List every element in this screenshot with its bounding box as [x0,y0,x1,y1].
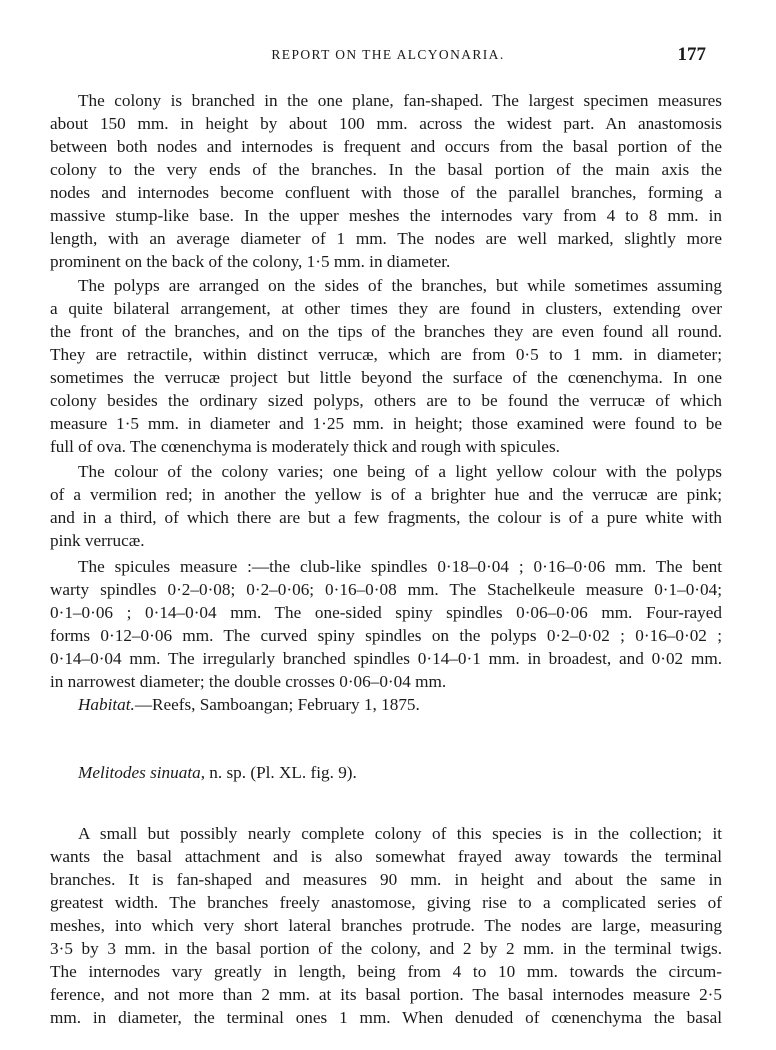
habitat-label: Habitat. [78,695,135,714]
text-line: The colony is branched in the one plane, fan-shaped. The largest specimen measures [78,91,722,110]
text-line: and in a third, of which there are but a few fragments, the colour is of a pure white with [50,508,722,527]
text-line: colony besides the ordinary sized polyps, others are to be found the verrucæ of which [50,391,722,410]
text-line: 0·1–0·06 ; 0·14–0·04 mm. The one-sided spiny spindles 0·06–0·06 mm. Four-rayed [50,603,722,622]
text-line: meshes, into which very short lateral branches protrude. The nodes are large, measuring [50,916,722,935]
text-line: branches. It is fan-shaped and measures 90 mm. in height and about the same in [50,870,722,889]
page-number: 177 [677,44,706,65]
text-line: 0·14–0·04 mm. The irregularly branched spindles 0·14–0·1 mm. in broadest, and 0·02 mm. [50,649,722,668]
text-line: between both nodes and internodes is frequent and occurs from the basal portion of the [50,137,722,156]
text-line: full of ova. The cœnenchyma is moderately thick and rough with spicules. [50,437,560,456]
habitat-text: —Reefs, Samboangan; February 1, 1875. [134,695,420,714]
species-heading [50,761,722,784]
paragraph-colour [50,460,722,552]
text-line: massive stump-like base. In the upper meshes the internodes vary from 4 to 8 mm. in [50,206,722,225]
text-line: greatest width. The branches freely anastomose, giving rise to a complicated series of [50,893,722,912]
species-name: Melitodes sinuata [78,763,201,782]
habitat-line [50,693,722,716]
text-line: wants the basal attachment and is also somewhat frayed away towards the terminal [50,847,722,866]
text-line: a quite bilateral arrangement, at other times they are found in clusters, extending over [50,299,722,318]
text-line: A small but possibly nearly complete colony of this species is in the collection; it [78,824,722,843]
text-line: the front of the branches, and on the tips of the branches they are even found all round. [50,322,722,341]
text-line: The spicules measure :—the club-like spindles 0·18–0·04 ; 0·16–0·06 mm. The bent [78,557,722,576]
text-line: about 150 mm. in height by about 100 mm. across the widest part. An anastomosis [50,114,722,133]
running-head [0,44,776,66]
text-line: mm. in diameter, the terminal ones 1 mm. When denuded of cœnenchyma the basal [50,1008,722,1027]
text-line: warty spindles 0·2–0·08; 0·2–0·06; 0·16–0·08 mm. The Stachelkeule measure 0·1–0·04; [50,580,722,599]
text-line: nodes and internodes become confluent with those of the parallel branches, forming a [50,183,722,202]
text-line: measure 1·5 mm. in diameter and 1·25 mm. in height; those examined were found to be [50,414,722,433]
text-line: The polyps are arranged on the sides of the branches, but while sometimes assuming [78,276,722,295]
habitat [50,693,722,716]
text-line: prominent on the back of the colony, 1·5 mm. in diameter. [50,252,451,271]
species-title [50,761,722,784]
species-reference: , n. sp. (Pl. XL. fig. 9). [200,763,357,782]
running-title: REPORT ON THE ALCYONARIA. [271,47,505,62]
text-line: colony to the very ends of the branches. In the basal portion of the main axis the [50,160,722,179]
paragraph-spicules [50,555,722,693]
text-line: ference, and not more than 2 mm. at its basal portion. The basal internodes measure 2·5 [50,985,722,1004]
text-line: They are retractile, within distinct verrucæ, which are from 0·5 to 1 mm. in diameter; [50,345,722,364]
text-line: forms 0·12–0·06 mm. The curved spiny spindles on the polyps 0·2–0·02 ; 0·16–0·02 ; [50,626,722,645]
text-line: of a vermilion red; in another the yellow is of a brighter hue and the verrucæ are pink; [50,485,722,504]
text-line: pink verrucæ. [50,531,145,550]
text-line: length, with an average diameter of 1 mm. The nodes are well marked, slightly more [50,229,722,248]
paragraph-colony-description [50,89,722,273]
text-line: 3·5 by 3 mm. in the basal portion of the colony, and 2 by 2 mm. in the terminal twigs. [50,939,722,958]
text-line: in narrowest diameter; the double crosses 0·06–0·04 mm. [50,672,447,691]
text-line: The colour of the colony varies; one being of a light yellow colour with the polyps [78,462,722,481]
text-line: The internodes vary greatly in length, being from 4 to 10 mm. towards the circum- [50,962,722,981]
text-line: sometimes the verrucæ project but little beyond the surface of the cœnenchyma. In one [50,368,722,387]
paragraph-polyps [50,274,722,458]
paragraph-species-description [50,822,722,1029]
